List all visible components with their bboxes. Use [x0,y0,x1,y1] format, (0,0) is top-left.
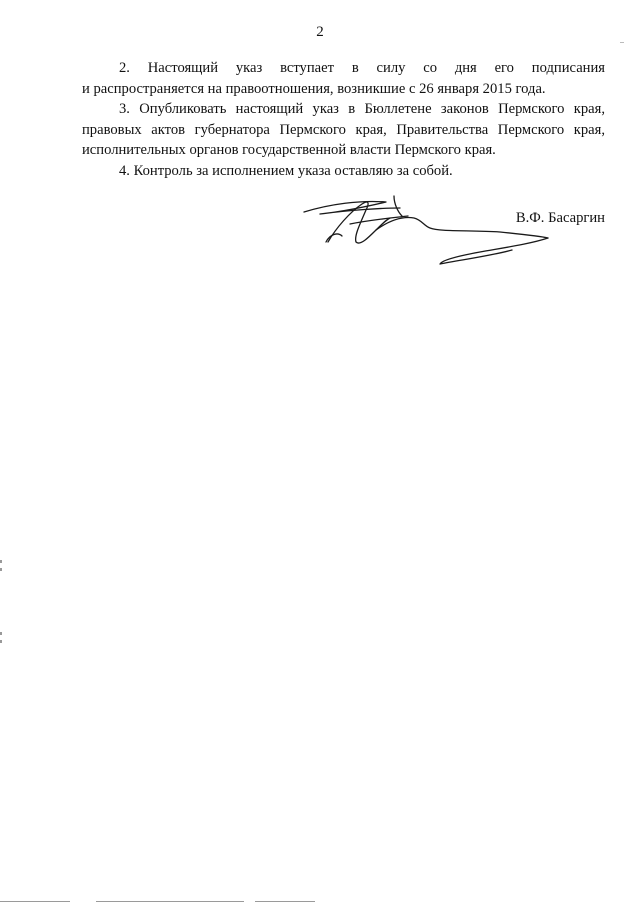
scan-edge-marks [0,560,2,660]
text-line: правовых актов губернатора Пермского края, Правительства Пермского края, [82,121,605,138]
text-line: и распространяется на правоотношения, возникшие с 26 января 2015 года. [82,80,546,97]
text-line: 3. Опубликовать настоящий указ в Бюллетене законов Пермского края, [119,101,605,117]
page-number: 2 [316,24,324,40]
document-body [82,58,605,181]
text-line: 4. Контроль за исполнением указа оставляю за собой. [119,162,453,179]
paragraph-effective-date [82,58,605,99]
scan-footer-strip [0,898,640,905]
signatory-name: В.Ф. Басаргин [515,210,605,226]
signature-block [290,190,620,280]
paragraph-publication [82,99,605,161]
handwritten-signature [290,190,560,275]
text-line: 2. Настоящий указ вступает в силу со дня его подписания [119,60,605,76]
text-line: исполнительных органов государственной власти Пермского края. [82,142,496,158]
paragraph-control [82,161,605,182]
scan-artifact-mark [620,42,624,43]
